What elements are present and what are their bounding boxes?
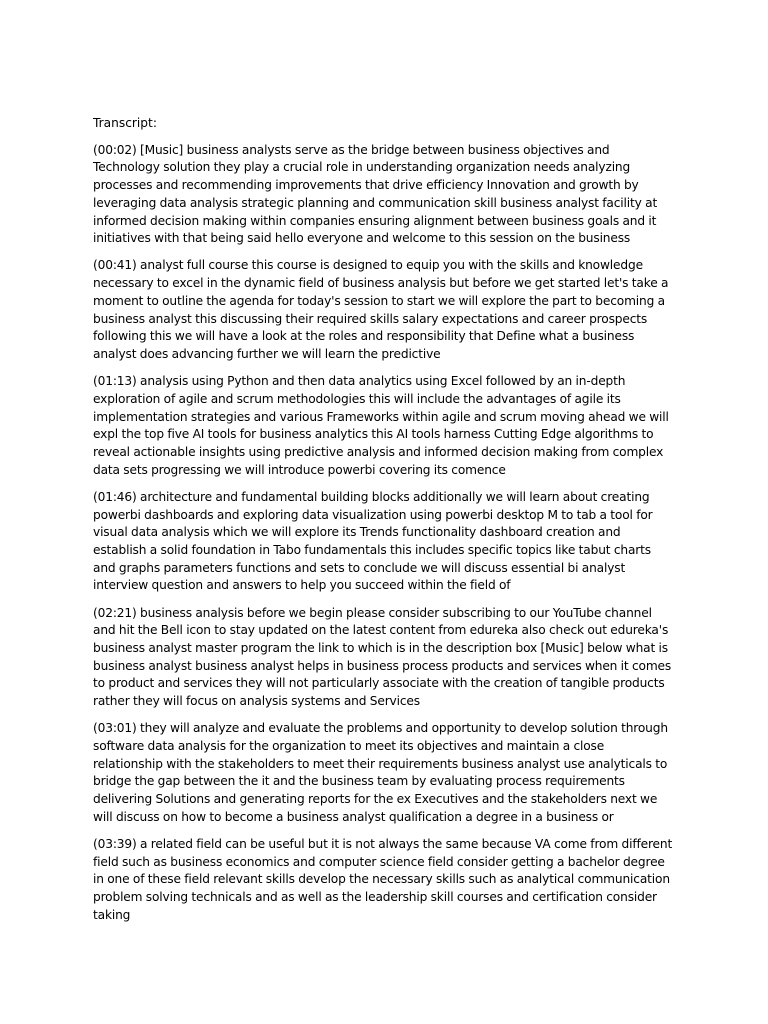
transcript-paragraph-0002: (00:02) [Music] business analysts serve as the bridge between business objectives and Technology solution they play a crucial role in understanding organization needs analyzing processes and recommending improvements that drive efficiency Innovation and growth by leveraging data analysis strategic planning and communication skill business analyst facility at informed decision making within companies ensuring alignment between business goals and it initiatives with that being said hello everyone and welcome to this session on the business xyxy=(93,142,658,246)
transcript-paragraph-0113: (01:13) analysis using Python and then data analytics using Excel followed by an in-depth exploration of agile and scrum methodologies this will include the advantages of agile its implementation strategies and various Frameworks within agile and scrum moving ahead we will expl the top five AI tools for business analytics this AI tools harness Cutting Edge algorithms to reveal actionable insights using predictive analysis and informed decision making from complex data sets progressing we will introduce powerbi covering its comence xyxy=(93,374,669,477)
transcript-paragraph-0339: (03:39) a related field can be useful but it is not always the same because VA come from different field such as business economics and computer science field consider getting a bachelor degree in one of these field relevant skills develop the necessary skills such as analytical communication problem solving technicals and as well as the leadership skill courses and certification consider taking xyxy=(93,837,673,922)
transcript-paragraph-0146: (01:46) architecture and fundamental building blocks additionally we will learn about creating powerbi dashboards and exploring data visualization using powerbi desktop M to tab a tool for visual data analysis which we will explore its Trends functionality dashboard creation and establish a solid foundation in Tabo fundamentals this includes specific topics like tabut charts and graphs parameters functions and sets to conclude we will discuss essential bi analyst interview question and answers to help you succeed within the field of xyxy=(93,489,653,593)
transcript-paragraph-0301: (03:01) they will analyze and evaluate the problems and opportunity to develop solution through software data analysis for the organization to meet its objectives and maintain a close relationship with the stakeholders to meet their requirements business analyst use analyticals to bridge the gap between the it and the business team by evaluating process requirements delivering Solutions and generating reports for the ex Executives and the stakeholders next we will discuss on how to become a business analyst qualification a degree in a business or xyxy=(93,721,668,824)
transcript-paragraph-0041: (00:41) analyst full course this course is designed to equip you with the skills and knowledge necessary to excel in the dynamic field of business analysis but before we get started let's take a moment to outline the agenda for today's session to start we will explore the part to becoming a business analyst this discussing their required skills salary expectations and career prospects following this we will have a look at the roles and responsibility that Define what a business analyst does advancing further we will learn the predictive xyxy=(93,258,669,361)
transcript-paragraph-0221: (02:21) business analysis before we begin please consider subscribing to our YouTube channel and hit the Bell icon to stay updated on the latest content from edureka also check out edureka's business analyst master program the link to which is in the description box [Music] below what is business analyst business analyst helps in business process products and services when it comes to product and services they will not particularly associate with the creation of tangible products rather they will focus on analysis systems and Services xyxy=(93,605,672,709)
transcript-heading: Transcript: xyxy=(93,116,157,130)
